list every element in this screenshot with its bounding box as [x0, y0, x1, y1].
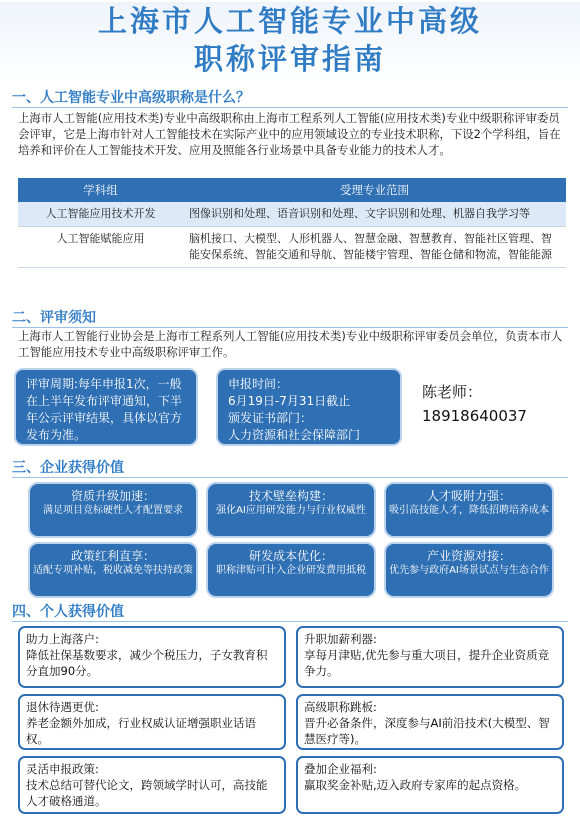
card-desc: 优先参与政府AI场景试点与生态合作	[389, 565, 549, 576]
section-3-heading: 三、企业获得价值	[12, 458, 568, 478]
section-1-heading: 一、人工智能专业中高级职称是什么？	[12, 88, 568, 108]
card-desc: 满足项目竞标硬性人才配置要求	[43, 505, 183, 516]
title-banner	[0, 2, 580, 82]
table-row	[18, 202, 566, 227]
card-desc: 养老金额外加成，行业权威认证增强职业话语权。	[26, 716, 256, 746]
card-title: 高级职称跳板:	[304, 700, 377, 714]
enterprise-value-card	[28, 542, 198, 598]
card-title: 政策红利直享：	[70, 549, 155, 563]
card-title: 灵活申报政策:	[26, 762, 99, 776]
card-title: 退休待遇更优:	[26, 700, 99, 714]
application-time-label: 申报时间：	[228, 377, 289, 391]
enterprise-value-card	[384, 482, 554, 538]
card-desc: 强化AI应用研发能力与行业权威性	[216, 505, 366, 516]
section-2-heading: 二、评审须知	[12, 308, 568, 328]
enterprise-value-card	[206, 482, 376, 538]
table-cell-scope: 脑机接口、大模型、人形机器人、智慧金融、智慧教育、智能社区管理、智能安保系统、智能交通和导航、智能楼宇管理、智能仓储和物流，智能能源	[183, 227, 566, 268]
card-title: 升职加薪利器:	[304, 632, 377, 646]
personal-value-card	[18, 694, 286, 750]
table-cell-group: 人工智能赋能应用	[18, 227, 183, 268]
section-4-heading: 四、个人获得价值	[12, 602, 568, 622]
table-header-group: 学科组	[18, 178, 183, 202]
application-time-value: 6月19日-7月31日截止	[228, 394, 351, 408]
section-2-paragraph: 上海市人工智能行业协会是上海市工程系列人工智能(应用技术类)专业中级职称评审委员会单位，负责本市人工智能应用技术专业中高级职称评审工作。	[18, 329, 563, 359]
title-line-2: 职称评审指南	[193, 42, 386, 76]
card-desc: 职称津贴可计入企业研发费用抵税	[216, 565, 366, 576]
card-title: 产业资源对接：	[426, 549, 511, 563]
personal-value-card	[296, 626, 564, 688]
personal-value-card	[18, 756, 286, 814]
table-row	[18, 227, 566, 268]
card-title: 叠加企业福利:	[304, 762, 377, 776]
enterprise-value-card	[206, 542, 376, 598]
contact-phone[interactable]: 18918640037	[422, 407, 527, 425]
table-header-scope: 受理专业范围	[183, 178, 566, 202]
card-desc: 享每月津贴,优先参与重大项目，提升企业资质竞争力。	[304, 648, 550, 678]
personal-value-card	[18, 626, 286, 688]
contact-name: 陈老师：	[422, 383, 483, 401]
personal-value-card	[296, 756, 564, 814]
table-cell-group: 人工智能应用技术开发	[18, 202, 183, 227]
enterprise-value-card	[384, 542, 554, 598]
issuing-dept-value: 人力资源和社会保障部门	[228, 428, 361, 442]
card-desc: 吸引高技能人才，降低招聘培养成本	[389, 505, 549, 516]
card-title: 技术壁垒构建：	[248, 489, 333, 503]
card-desc: 适配专项补贴，税收减免等扶持政策	[33, 565, 193, 576]
table-cell-scope: 图像识别和处理、语音识别和处理、文字识别和处理、机器自我学习等	[183, 202, 566, 227]
review-cycle-box	[14, 368, 198, 446]
card-title: 研发成本优化：	[248, 549, 333, 563]
card-desc: 技术总结可替代论文，跨领域学时认可，高技能人才破格通道。	[26, 778, 268, 808]
subject-group-table	[18, 178, 566, 268]
contact-block	[422, 380, 572, 428]
card-desc: 降低社保基数要求，减少个税压力，子女教育积分直加90分。	[26, 648, 268, 678]
card-desc: 赢取奖金补贴,迈入政府专家库的起点资格。	[304, 778, 527, 792]
card-title: 资质升级加速：	[70, 489, 155, 503]
title-line-1: 上海市人工智能专业中高级	[97, 4, 482, 38]
card-title: 助力上海落户:	[26, 632, 99, 646]
card-desc: 晋升必备条件，深度参与AI前沿技术(大模型、智慧医疗等)。	[304, 716, 550, 746]
review-cycle-text: 评审周期:每年申报1次，一般在上半年发布评审通知，下半年公示评审结果，具体以官方发布为准。	[26, 377, 183, 442]
application-time-box	[216, 368, 402, 446]
enterprise-value-card	[28, 482, 198, 538]
card-title: 人才吸附力强：	[426, 489, 511, 503]
personal-value-card	[296, 694, 564, 750]
issuing-dept-label: 颁发证书部门：	[228, 411, 313, 425]
section-1-paragraph: 上海市人工智能(应用技术类)专业中高级职称由上海市工程系列人工智能(应用技术类)专业中级职称评审委员会评审，它是上海市针对人工智能技术在实际产业中的应用领域设立的专业技术职称，下设2个学科组，旨在培养和评价在人工智能技术开发、应用及照能各行业场景中具备专业能力的技术人才。	[18, 111, 561, 157]
